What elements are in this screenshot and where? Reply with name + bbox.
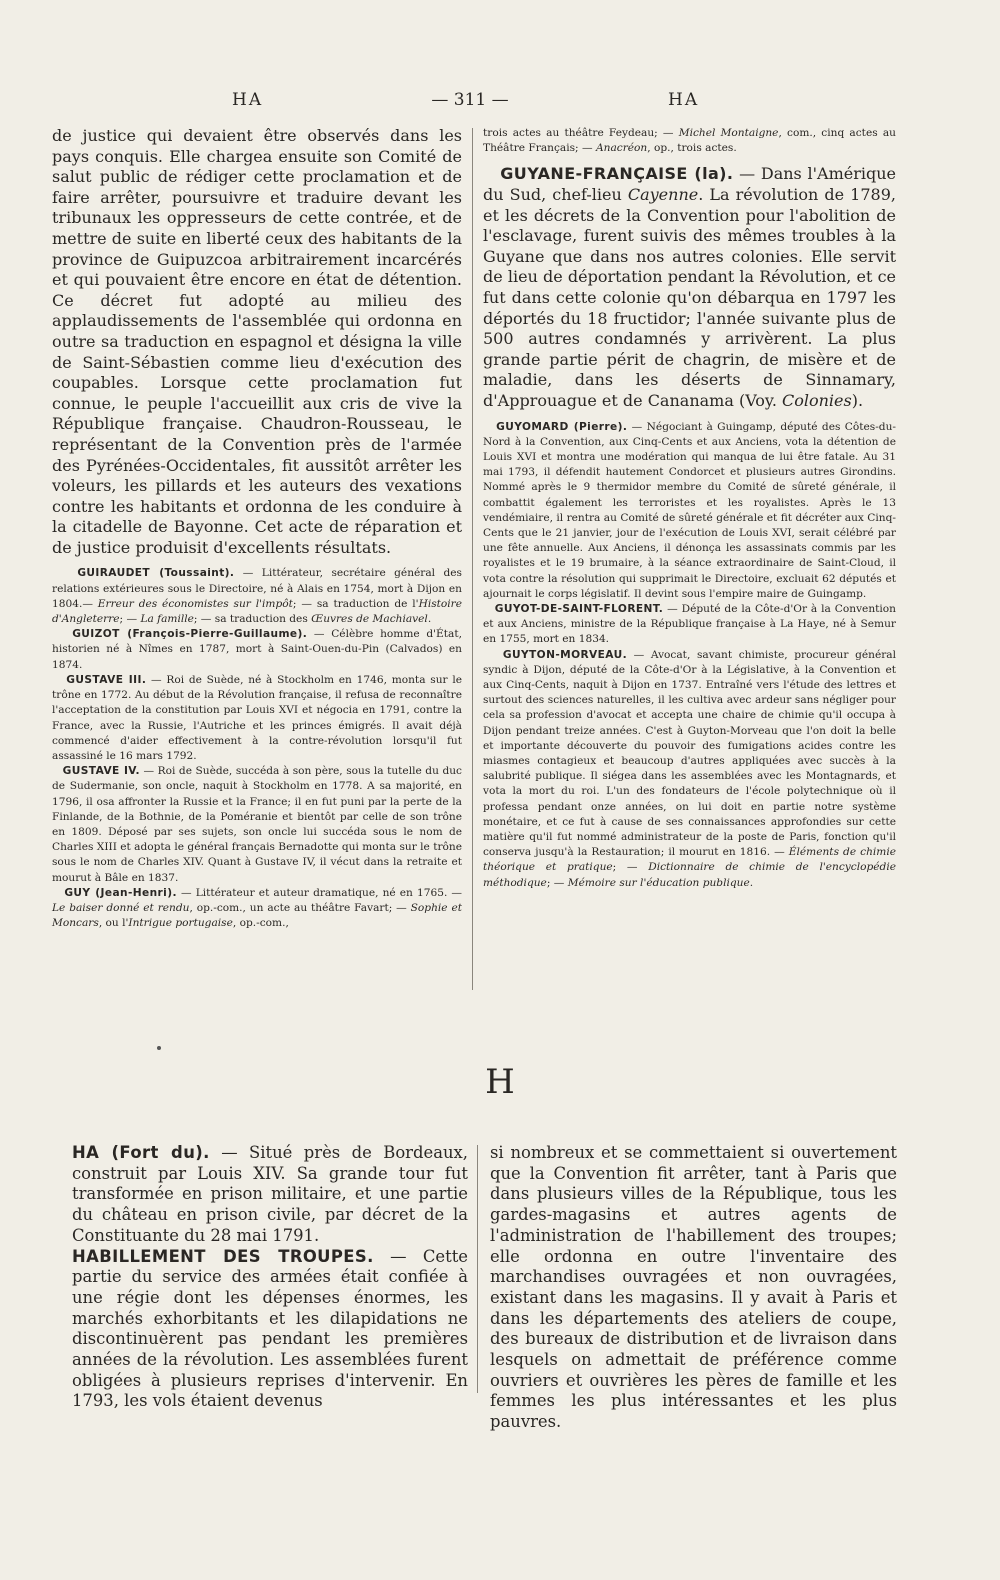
entry-headword: GUYOMARD (Pierre). bbox=[496, 420, 628, 433]
entry-text: , op., trois actes. bbox=[647, 142, 737, 155]
entry-guy bbox=[52, 886, 462, 932]
entry-text: — Cette partie du service des armées était confiée à une régie dont les dépenses énormes, les marchés exhorbitants et les dilapidations ne discontinuèrent pas pendant les premières années de la révolution. Les assemblées furent obligées à plusieurs reprises d'intervenir. En 1793, les vols étaient devenus bbox=[72, 1246, 468, 1411]
entry-text: , op.-com., bbox=[232, 917, 289, 930]
entry-headword: GUIRAUDET (Toussaint). bbox=[77, 567, 235, 580]
entry-title: Cayenne bbox=[627, 185, 699, 204]
entry-text: — Littérateur et auteur dramatique, né en 1765. — bbox=[176, 886, 463, 899]
entry-ha-fort bbox=[72, 1143, 468, 1247]
entry-gustave-iv bbox=[52, 764, 462, 886]
entry-title: Mémoire sur l'éducation publique bbox=[567, 876, 750, 889]
entry-text: ; — sa traduction de l' bbox=[292, 597, 419, 610]
entry-text: . bbox=[427, 613, 432, 626]
column-divider bbox=[472, 128, 473, 990]
entry-text: — Dans l'Amérique du Sud, chef-lieu bbox=[483, 164, 897, 204]
entry-text: ; — bbox=[546, 876, 568, 889]
entry-headword: GUYANE-FRANÇAISE (la). bbox=[500, 164, 734, 184]
entry-headword: GUSTAVE IV. bbox=[62, 765, 140, 778]
entry-gustave-iii bbox=[52, 673, 462, 764]
entry-text: — Célèbre homme d'État, historien né à Nîmes en 1787, mort à Saint-Ouen-du-Pin (Calvados) en 1874. bbox=[52, 628, 462, 671]
entry-text: — Littérateur, secrétaire général des relations extérieures sous le Directoire, né à Alais en 1754, mort à Dijon en 1804.— bbox=[52, 567, 462, 610]
column-divider bbox=[477, 1145, 478, 1393]
entry-headword: GUSTAVE III. bbox=[66, 673, 147, 686]
entry-title: Histoire d'Angleterre bbox=[52, 597, 462, 626]
entry-text: , ou l' bbox=[98, 917, 129, 930]
page-number: — 311 — bbox=[431, 90, 509, 110]
entry-habillement bbox=[72, 1247, 468, 1413]
entry-text: — Situé près de Bordeaux, construit par Louis XIV. Sa grande tour fut transformée en prison militaire, et une partie du château en prison civile, par décret de la Constituante du 28 mai 1791. bbox=[72, 1143, 468, 1245]
entry-text: — Roi de Suède, né à Stockholm en 1746, monta sur le trône en 1772. Au début de la Révolution française, il refusa de reconnaître l'acceptation de la constitution par Louis XVI et négocia en 1791, contre la France, avec la Russie, l'Autriche et les princes émigrés. Il avait déjà commencé d'aider effectivement à la contre-révolution lorsqu'il fut assassiné le 16 mars 1792. bbox=[52, 673, 463, 762]
entry-text: . La révolution de 1789, et les décrets de la Convention pour l'abolition de l'esclavage, furent suivis des mêmes troubles à la Guyane que dans nos autres colonies. Elle servit de lieu de déportation pendant la Révolution, et ce fut dans cette colonie qu'on débarqua en 1797 les déportés du 18 fructidor; l'année suivante plus de 500 autres condamnés y arrivèrent. La plus grande partie périt de chagrin, de misère et de maladie, dans les déserts de Sinnamary, d'Approuague et de Cananama (Voy. bbox=[483, 185, 896, 410]
entry-title: Éléments de chimie théorique et pratique bbox=[483, 846, 896, 874]
left-column bbox=[52, 126, 462, 931]
right-column bbox=[483, 126, 896, 891]
entry-text: — Avocat, savant chimiste, procureur général syndic à Dijon, député de la Côte-d'Or à la Législative, à la Convention et aux Cinq-Cents, naquit à Dijon en 1737. Entraîné vers l'étude des lettres et surtout des sciences naturelles, il les cultiva avec ardeur sans négliger pour cela sa profession d'avocat et accepta une chaire de chimie qu'il occupa à Dijon pendant treize années. C'est à Guyton-Morveau que l'on doit la belle et importante découverte du pouvoir des fumigations acides contre les miasmes contagieux et beaucoup d'autres appliquées avec succès à la salubrité publique. Il siégea dans les assemblées avec les Montagnards, et vota la mort du roi. L'un des fondateurs de l'école polytechnique où il professa pendant onze années, on lui doit en partie notre système monétaire, et ce fut à cause de ses connaissances approfondies sur cette matière qu'il fut nommé administrateur de la poste de Paris, fonction qu'il conserva jusqu'à la Restauration; il mourut en 1816. — bbox=[483, 648, 896, 859]
entry-text: — Député de la Côte-d'Or à la Convention et aux Anciens, ministre de la République française à La Haye, né à Semur en 1755, mort en 1834. bbox=[483, 602, 896, 646]
entry-title: Anacréon bbox=[595, 142, 648, 155]
entry-text: , op.-com., un acte au théâtre Favart; — bbox=[189, 901, 411, 914]
entry-guiraudet bbox=[52, 566, 462, 627]
header-right-keyword: HA bbox=[668, 90, 700, 110]
entry-title: Œuvres de Machiavel bbox=[311, 613, 428, 626]
entry-title: Intrigue portugaise bbox=[128, 917, 233, 930]
entry-text: ; — bbox=[612, 861, 649, 874]
entry-title: Le baiser donné et rendu bbox=[52, 901, 190, 914]
bottom-left-column bbox=[72, 1143, 468, 1412]
printer-dot bbox=[157, 1046, 161, 1050]
entry-title: Michel Montaigne bbox=[678, 127, 779, 139]
entry-text: ; — sa traduction des bbox=[193, 613, 312, 626]
entry-text: ). bbox=[851, 390, 864, 410]
entry-guyomard bbox=[483, 420, 896, 602]
entry-title: Sophie et Moncars bbox=[52, 901, 462, 930]
entry-text: , com., cinq actes au Théâtre Français; — bbox=[483, 127, 896, 155]
header-left-keyword: HA bbox=[232, 90, 264, 110]
entry-headword: GUIZOT (François-Pierre-Guillaume). bbox=[72, 628, 308, 641]
entry-headword: HABILLEMENT DES TROUPES. bbox=[72, 1246, 374, 1266]
entry-title: Erreur des économistes sur l'impôt bbox=[97, 597, 293, 610]
entry-headword: HA (Fort du). bbox=[72, 1143, 210, 1162]
entry-guizot bbox=[52, 627, 462, 673]
entry-guyane bbox=[483, 164, 896, 411]
entry-text: trois actes au théâtre Feydeau; — bbox=[483, 127, 679, 139]
entry-headword: GUYOT-DE-SAINT-FLORENT. bbox=[494, 602, 664, 615]
entry-text: — Négociant à Guingamp, député des Côtes-du-Nord à la Convention, aux Cinq-Cents et aux Anciens, vota la détention de Louis XVI et montra une modération qui manqua de lui être fatale. Au 31 mai 1793, il défendit hautement Condorcet et plusieurs autres Girondins. Nommé après le 9 thermidor membre du Comité de sûreté générale, il combattit également les terroristes et les royalistes. Après le 13 vendémiaire, il rentra au Comité de sûreté générale et fit décréter aux Cinq-Cents que le 21 janvier, jour de l'exécution de Louis XVI, serait célébré par une fête annuelle. Aux Anciens, il dénonça les assassinats commis par les royalistes et le 19 brumaire, à la séance extraordinaire de Saint-Cloud, il vota contre la résolution qui supprimait le Directoire, excluait 62 députés et ajournait le corps législatif. Il devint sous l'empire maire de Guingamp. bbox=[483, 420, 896, 600]
continuation-text bbox=[483, 126, 896, 156]
entry-text: ; — bbox=[119, 613, 141, 626]
entry-guyot bbox=[483, 602, 896, 648]
entry-text: . bbox=[749, 876, 754, 889]
habillement-continuation: si nombreux et se commettaient si ouvertement que la Convention fit arrêter, tant à Paris que dans plusieurs villes de la République, tous les gardes-magasins et autres agents de l'administration de l'habillement des troupes; elle ordonna en outre l'inventaire des marchandises ouvragées et non ouvragées, existant dans les magasins. Il y avait à Paris et dans les départements des ateliers de coupe, des bureaux de distribution et de livraison dans lesquels on admettait de préférence comme ouvriers et ouvrières les pères de famille et les femmes les plus intéressantes et les plus pauvres. bbox=[490, 1143, 897, 1432]
entry-headword: GUYTON-MORVEAU. bbox=[502, 648, 627, 661]
bottom-right-column bbox=[490, 1143, 897, 1433]
entry-title: Colonies bbox=[782, 390, 852, 410]
entry-title: La famille bbox=[140, 613, 194, 626]
entry-guyton-morveau bbox=[483, 648, 896, 891]
running-header bbox=[0, 90, 1000, 120]
entry-text: — Roi de Suède, succéda à son père, sous la tutelle du duc de Sudermanie, son oncle, naquit à Stockholm en 1778. A sa majorité, en 1796, il osa affronter la Russie et la France; il en fut puni par la perte de la Finlande, de la Bothnie, de la Poméranie et bientôt par celle de son trône en 1809. Déposé par ses sujets, son oncle lui succéda sous le nom de Charles XIII et adopta le général français Bernadotte qui monta sur le trône sous le nom de Charles XIV. Quant à Gustave IV, il vécut dans la retraite et mourut à Bâle en 1837. bbox=[52, 765, 462, 884]
intro-paragraph: de justice qui devaient être observés dans les pays conquis. Elle chargea ensuite son Comité de salut public de rédiger cette proclamation et de faire arrêter, poursuivre et traduire devant les tribunaux les oppresseurs de cette contrée, et de mettre de suite en liberté ceux des habitants de la province de Guipuzcoa arbitrairement incarcérés et qui pouvaient être encore en état de détention. Ce décret fut adopté au milieu des applaudissements de l'assemblée qui ordonna en outre sa traduction en espagnol et désigna la ville de Saint-Sébastien comme lieu d'exécution des coupables. Lorsque cette proclamation fut connue, le peuple l'accueillit aux cris de vive la République française. Chaudron-Rousseau, le représentant de la Convention près de l'armée des Pyrénées-Occidentales, fit aussitôt arrêter les voleurs, les pillards et les auteurs des vexations contre les habitants et ordonna de les conduire à la citadelle de Bayonne. Cet acte de réparation et de justice produisit d'excellents résultats. bbox=[52, 126, 462, 557]
entry-title: Dictionnaire de chimie de l'encyclopédie méthodique bbox=[483, 861, 896, 889]
entry-headword: GUY (Jean-Henri). bbox=[64, 886, 177, 899]
section-letter: H bbox=[485, 1062, 515, 1102]
